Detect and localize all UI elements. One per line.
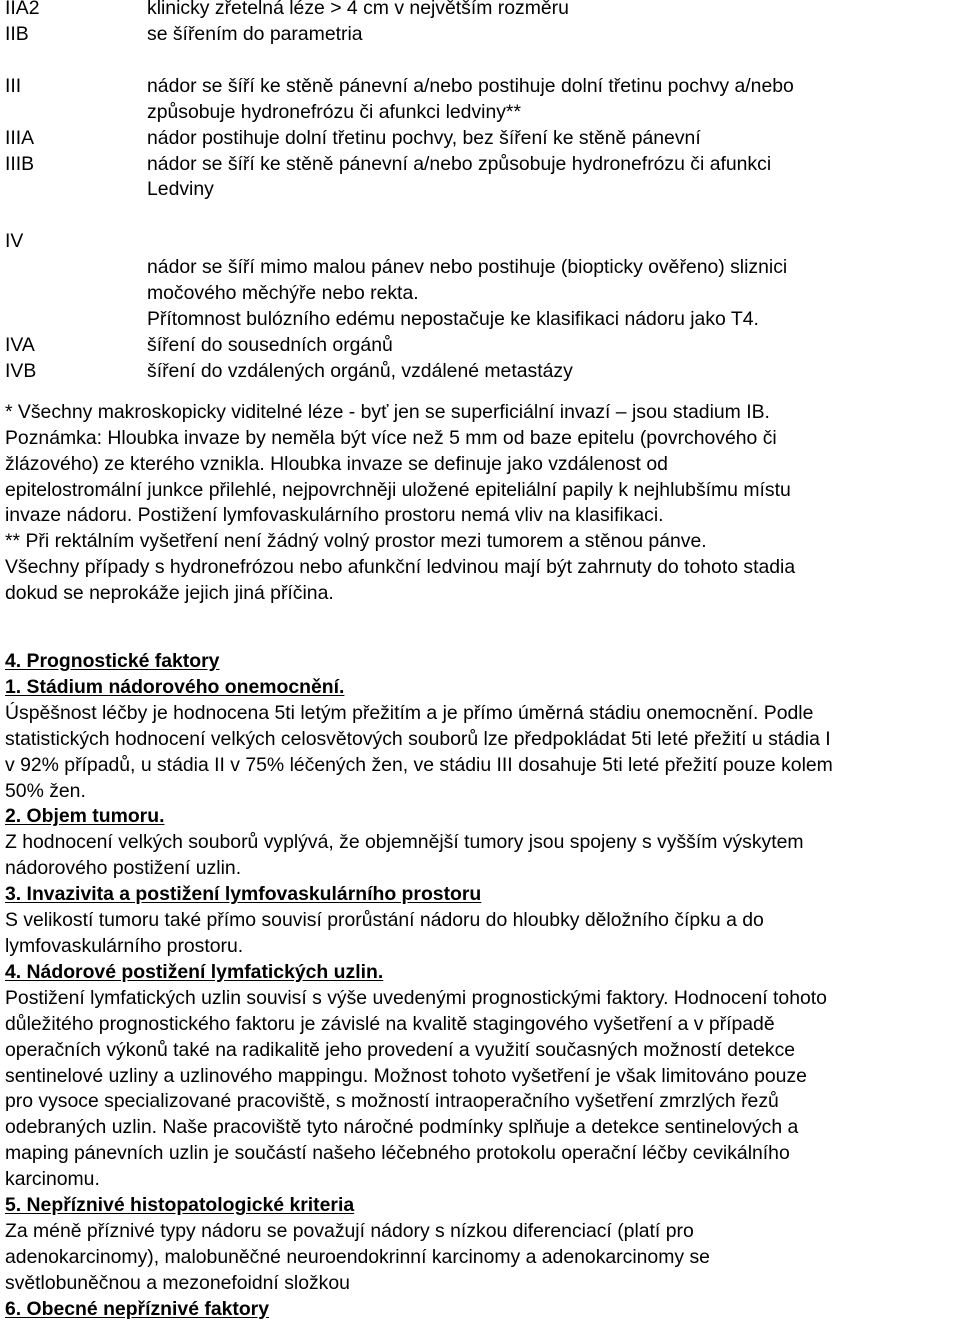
stage-code bbox=[5, 177, 147, 203]
staging-table bbox=[5, 0, 960, 385]
stage-description: nádor se šíří ke stěně pánevní a/nebo postihuje dolní třetinu pochvy a/nebo bbox=[147, 74, 794, 97]
factor-title: 1. Stádium nádorového onemocnění. bbox=[5, 675, 345, 698]
stage-description: se šířením do parametria bbox=[147, 22, 363, 45]
staging-row bbox=[5, 152, 960, 178]
stage-description: šíření do sousedních orgánů bbox=[147, 333, 393, 356]
stage-code: IVA bbox=[5, 333, 35, 356]
factor-text-line: světlobuněčnou a mezonefoidní složkou bbox=[5, 1271, 350, 1294]
factor-text-line: Postižení lymfatických uzlin souvisí s výše uvedenými prognostickými faktory. Hodnocení tohoto bbox=[5, 986, 827, 1009]
stage-code: IVB bbox=[5, 359, 37, 382]
stage-code bbox=[5, 255, 147, 281]
factor-text-line: odebraných uzlin. Naše pracoviště tyto náročné podmínky splňuje a detekce sentinelových a bbox=[5, 1116, 799, 1139]
staging-row bbox=[5, 255, 960, 281]
factor-title: 6. Obecné nepříznivé faktory bbox=[5, 1297, 270, 1320]
staging-row bbox=[5, 229, 960, 255]
stage-description: klinicky zřetelná léze > 4 cm v největším rozměru bbox=[147, 0, 569, 19]
stage-code bbox=[5, 100, 147, 126]
stage-code bbox=[5, 281, 147, 307]
stage-description: způsobuje hydronefrózu či afunkci ledviny** bbox=[147, 100, 522, 123]
factor-title: 4. Nádorové postižení lymfatických uzlin. bbox=[5, 960, 384, 983]
factor-text-line: Za méně příznivé typy nádoru se považují nádory s nízkou diferenciací (platí pro bbox=[5, 1219, 694, 1242]
stage-description: nádor postihuje dolní třetinu pochvy, bez šíření ke stěně pánevní bbox=[147, 126, 701, 149]
stage-description: nádor se šíří mimo malou pánev nebo postihuje (biopticky ověřeno) sliznici bbox=[147, 256, 788, 279]
factor-text-line: v 92% případů, u stádia II v 75% léčených žen, ve stádiu III dosahuje 5ti leté přežití pouze kolem bbox=[5, 753, 833, 776]
stage-code: IV bbox=[5, 230, 24, 253]
section-spacer bbox=[5, 607, 960, 649]
factor-text-line: sentinelové uzliny a uzlinového mappingu. Možnost tohoto vyšetření je však limitováno pouze bbox=[5, 1064, 807, 1087]
staging-notes bbox=[5, 400, 960, 607]
staging-row bbox=[5, 126, 960, 152]
stage-code: III bbox=[5, 74, 22, 97]
section-heading: 4. Prognostické faktory bbox=[5, 650, 220, 673]
document-page bbox=[5, 0, 960, 1323]
stage-code bbox=[5, 307, 147, 333]
note-line: epitelostromální junkce přilehlé, nejpovrchněji uložené epiteliální papily k nejhlubšímu místu bbox=[5, 478, 791, 501]
staging-row bbox=[5, 177, 960, 203]
staging-row bbox=[5, 359, 960, 385]
staging-row bbox=[5, 100, 960, 126]
stage-description: nádor se šíří ke stěně pánevní a/nebo způsobuje hydronefrózu či afunkci bbox=[147, 152, 772, 175]
prognostic-factors-section bbox=[5, 649, 960, 1323]
factor-text-line: pro vysoce specializované pracoviště, s možností intraoperačního vyšetření zmrzlých řezů bbox=[5, 1090, 779, 1113]
row-spacer bbox=[5, 203, 960, 229]
note-line: Všechny případy s hydronefrózou nebo afunkční ledvinou mají být zahrnuty do tohoto stadia bbox=[5, 556, 796, 579]
stage-description: Ledviny bbox=[147, 178, 214, 201]
factor-text-line: důležitého prognostického faktoru je závislé na kvalitě stagingového vyšetření a v případě bbox=[5, 1012, 775, 1035]
stage-description bbox=[147, 229, 960, 255]
staging-row bbox=[5, 281, 960, 307]
note-line: Poznámka: Hloubka invaze by neměla být více než 5 mm od baze epitelu (povrchového či bbox=[5, 426, 777, 449]
factor-text-line: lymfovaskulárního prostoru. bbox=[5, 935, 244, 957]
factor-text-line: 50% žen. bbox=[5, 779, 86, 802]
factor-text-line: Z hodnocení velkých souborů vyplývá, že objemnější tumory jsou spojeny s vyšším výskytem bbox=[5, 831, 804, 854]
factor-text-line: operačních výkonů také na radikalitě jeho provedení a využití současných možností detekce bbox=[5, 1038, 796, 1061]
factor-text-line: statistických hodnocení velkých celosvětových souborů lze předpokládat 5ti leté přežití u stádia I bbox=[5, 727, 831, 750]
factor-title: 5. Nepříznivé histopatologické kriteria bbox=[5, 1194, 355, 1217]
stage-description: šíření do vzdálených orgánů, vzdálené metastázy bbox=[147, 359, 573, 382]
row-spacer bbox=[5, 48, 960, 74]
note-line: * Všechny makroskopicky viditelné léze - byť jen se superficiální invazí – jsou stadium IB. bbox=[5, 400, 770, 423]
factor-text-line: adenokarcinomy), malobuněčné neuroendokrinní karcinomy a adenokarcinomy se bbox=[5, 1245, 710, 1268]
note-line: ** Při rektálním vyšetření není žádný volný prostor mezi tumorem a stěnou pánve. bbox=[5, 530, 707, 553]
stage-description: Přítomnost bulózního edému nepostačuje ke klasifikaci nádoru jako T4. bbox=[147, 308, 759, 331]
stage-code: IIB bbox=[5, 22, 29, 45]
factor-text-line: karcinomu. bbox=[5, 1168, 100, 1191]
factor-text-line: S velikostí tumoru také přímo souvisí prorůstání nádoru do hloubky děložního čípku a do bbox=[5, 909, 764, 932]
factor-title: 3. Invazivita a postižení lymfovaskulárního prostoru bbox=[5, 883, 482, 906]
stage-code: IIA2 bbox=[5, 0, 40, 19]
staging-row bbox=[5, 0, 960, 22]
note-line: žlázového) ze kterého vznikla. Hloubka invaze se definuje jako vzdálenost od bbox=[5, 452, 668, 475]
stage-code: IIIA bbox=[5, 126, 35, 149]
staging-row bbox=[5, 307, 960, 333]
stage-description: močového měchýře nebo rekta. bbox=[147, 282, 419, 305]
factor-text-line: nádorového postižení uzlin. bbox=[5, 857, 242, 880]
note-line: dokud se neprokáže jejich jiná příčina. bbox=[5, 582, 334, 605]
staging-row bbox=[5, 22, 960, 48]
staging-row bbox=[5, 333, 960, 359]
staging-row bbox=[5, 74, 960, 100]
note-line: invaze nádoru. Postižení lymfovaskulárního prostoru nemá vliv na klasifikaci. bbox=[5, 504, 664, 527]
factor-text-line: maping pánevních uzlin je součástí našeho léčebného protokolu operační léčby cevikálního bbox=[5, 1142, 790, 1165]
stage-code: IIIB bbox=[5, 152, 35, 175]
factor-text-line: Úspěšnost léčby je hodnocena 5ti letým přežitím a je přímo úměrná stádiu onemocnění. Podle bbox=[5, 701, 814, 724]
factor-title: 2. Objem tumoru. bbox=[5, 805, 165, 828]
